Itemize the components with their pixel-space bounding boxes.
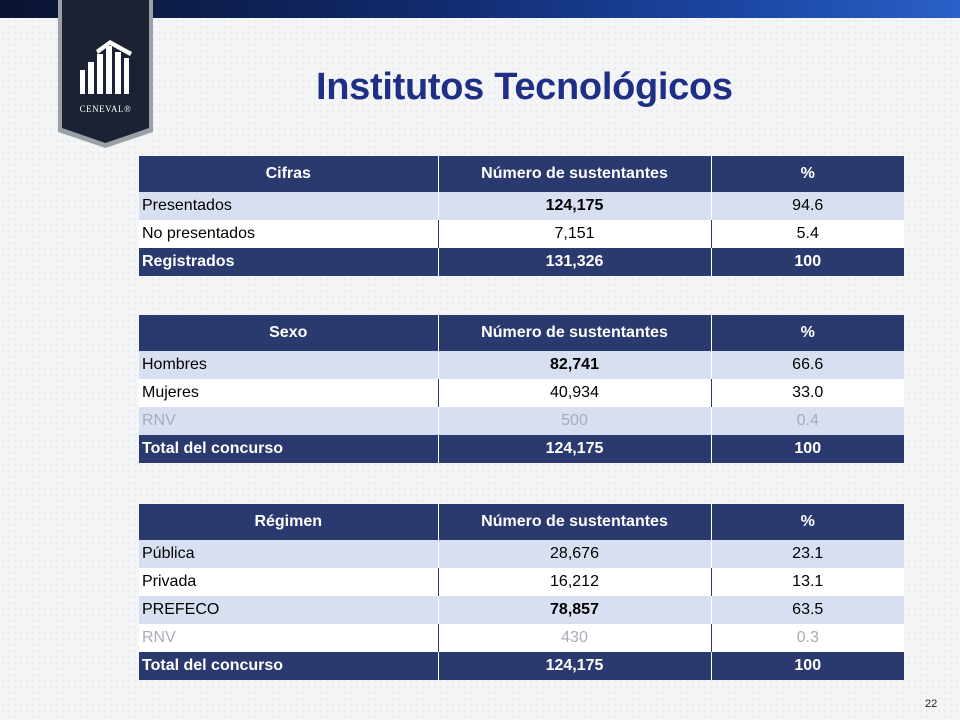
column-header: % bbox=[711, 504, 904, 540]
count-cell: 124,175 bbox=[438, 435, 711, 463]
table-row bbox=[139, 192, 904, 220]
column-header: Cifras bbox=[139, 156, 438, 192]
column-header: Régimen bbox=[139, 504, 438, 540]
percent-cell: 23.1 bbox=[711, 540, 904, 568]
percent-cell: 0.3 bbox=[711, 624, 904, 652]
row-label: Hombres bbox=[139, 351, 438, 379]
page-number: 22 bbox=[925, 698, 938, 710]
row-label: Mujeres bbox=[139, 379, 438, 407]
total-row bbox=[139, 248, 904, 276]
table-header-row bbox=[139, 315, 904, 351]
percent-cell: 13.1 bbox=[711, 568, 904, 596]
count-cell: 124,175 bbox=[438, 192, 711, 220]
table-row bbox=[139, 540, 904, 568]
row-label: RNV bbox=[139, 624, 438, 652]
count-cell: 82,741 bbox=[438, 351, 711, 379]
row-label: PREFECO bbox=[139, 596, 438, 624]
table-regimen bbox=[139, 504, 904, 680]
percent-cell: 0.4 bbox=[711, 407, 904, 435]
percent-cell: 33.0 bbox=[711, 379, 904, 407]
logo-text: CENEVAL® bbox=[79, 104, 132, 114]
total-row bbox=[139, 652, 904, 680]
table-header-row bbox=[139, 156, 904, 192]
row-label: Registrados bbox=[139, 248, 438, 276]
column-header: % bbox=[711, 156, 904, 192]
table-row bbox=[139, 351, 904, 379]
table-row bbox=[139, 379, 904, 407]
table-row bbox=[139, 220, 904, 248]
total-row bbox=[139, 435, 904, 463]
percent-cell: 100 bbox=[711, 652, 904, 680]
row-label: Pública bbox=[139, 540, 438, 568]
row-label: Privada bbox=[139, 568, 438, 596]
count-cell: 124,175 bbox=[438, 652, 711, 680]
row-label: No presentados bbox=[139, 220, 438, 248]
percent-cell: 5.4 bbox=[711, 220, 904, 248]
row-label: Total del concurso bbox=[139, 652, 438, 680]
count-cell: 78,857 bbox=[438, 596, 711, 624]
table-row bbox=[139, 407, 904, 435]
column-header: Número de sustentantes bbox=[438, 315, 711, 351]
percent-cell: 100 bbox=[711, 248, 904, 276]
percent-cell: 66.6 bbox=[711, 351, 904, 379]
column-header: Sexo bbox=[139, 315, 438, 351]
ceneval-logo bbox=[58, 0, 153, 148]
table-cifras bbox=[139, 156, 904, 276]
table-row bbox=[139, 568, 904, 596]
column-header: % bbox=[711, 315, 904, 351]
count-cell: 430 bbox=[438, 624, 711, 652]
percent-cell: 94.6 bbox=[711, 192, 904, 220]
count-cell: 28,676 bbox=[438, 540, 711, 568]
row-label: Presentados bbox=[139, 192, 438, 220]
table-row bbox=[139, 624, 904, 652]
count-cell: 500 bbox=[438, 407, 711, 435]
row-label: RNV bbox=[139, 407, 438, 435]
count-cell: 16,212 bbox=[438, 568, 711, 596]
table-sexo bbox=[139, 315, 904, 463]
percent-cell: 100 bbox=[711, 435, 904, 463]
column-header: Número de sustentantes bbox=[438, 504, 711, 540]
column-header: Número de sustentantes bbox=[438, 156, 711, 192]
table-header-row bbox=[139, 504, 904, 540]
count-cell: 7,151 bbox=[438, 220, 711, 248]
percent-cell: 63.5 bbox=[711, 596, 904, 624]
count-cell: 40,934 bbox=[438, 379, 711, 407]
count-cell: 131,326 bbox=[438, 248, 711, 276]
ceneval-shield-icon bbox=[58, 0, 153, 148]
page-title: Institutos Tecnológicos bbox=[316, 66, 733, 108]
table-row bbox=[139, 596, 904, 624]
row-label: Total del concurso bbox=[139, 435, 438, 463]
